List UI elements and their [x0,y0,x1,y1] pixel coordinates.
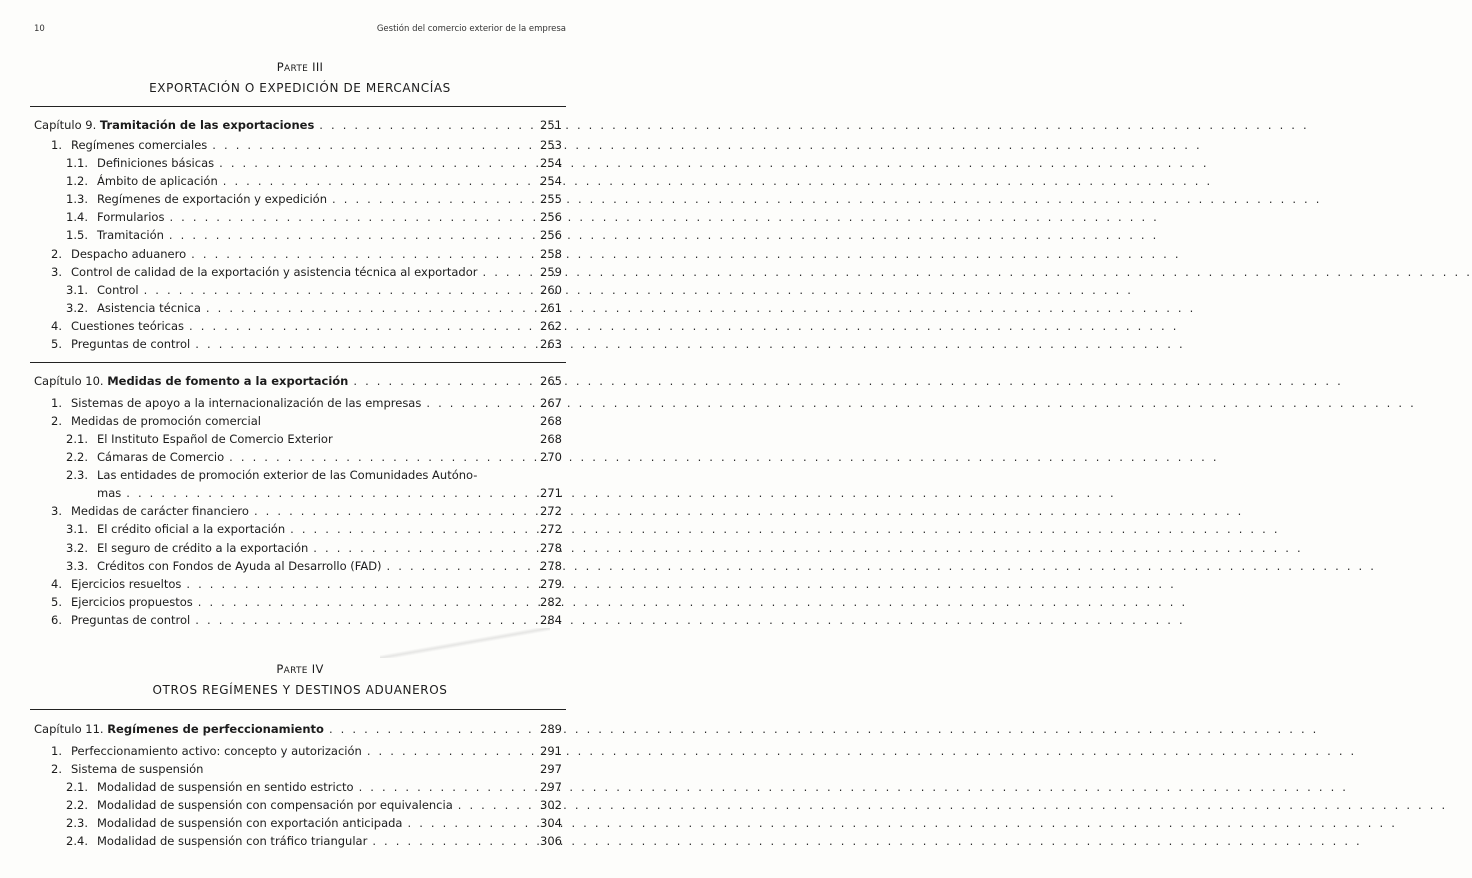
running-title: Gestión del comercio exterior de la empresa [376,24,566,34]
toc-entry[interactable]: 1. Perfeccionamiento activo: concepto y autorización . . . 291 [48,742,562,760]
leader-dots [348,372,536,390]
toc-entry[interactable]: 1.1. Definiciones básicas . . . 254 [62,154,562,172]
part-iii-header [0,60,600,96]
toc-entry[interactable]: 5. Ejercicios propuestos . . . 282 [48,593,562,611]
toc-entry[interactable]: 1.2. Ámbito de aplicación . . . 254 [62,172,562,190]
page-ref: 265 [540,374,562,388]
page-ref: 289 [540,722,562,736]
section-rule [30,106,566,107]
toc-entry[interactable]: 2. Sistema de suspensión 297 [51,762,562,776]
toc-chapter-9[interactable]: Capítulo 9. Tramitación de las exportaciones . . . 251 [34,116,562,134]
toc-entry[interactable]: 5. Preguntas de control . . . 263 [48,335,562,353]
part-label: PARTE III [276,60,324,74]
page-ref: 251 [540,118,562,132]
toc-entry[interactable]: 2.1. Modalidad de suspensión en sentido estricto . . . 297 [62,778,562,796]
toc-entry[interactable]: 1.4. Formularios . . . 256 [62,208,562,226]
toc-entry[interactable]: 1.5. Tramitación . . . 256 [62,226,562,244]
leader-dots [324,720,536,738]
section-rule [30,709,566,710]
toc-entry[interactable]: 4. Cuestiones teóricas . . . 262 [48,317,562,335]
toc-entry[interactable]: 2.1. El Instituto Español de Comercio Exterior 268 [66,432,562,446]
toc-entry[interactable]: 2.3. Las entidades de promoción exterior de las Comunidades Autóno- [66,468,478,482]
toc-entry[interactable]: 3. Medidas de carácter financiero . . . 272 [48,502,562,520]
toc-entry-continuation[interactable]: mas . . . 271 [62,484,562,502]
toc-entry[interactable]: 1.3. Regímenes de exportación y expedición . . . 255 [62,190,562,208]
toc-entry[interactable]: 2.2. Modalidad de suspensión con compensación por equivalencia . . . 302 [62,796,562,814]
part-iv-header [0,662,600,698]
toc-entry[interactable]: 3.1. El crédito oficial a la exportación . . . 272 [62,520,562,538]
toc-entry[interactable]: 3.2. El seguro de crédito a la exportación . . . 278 [62,539,562,557]
toc-entry[interactable]: 1. Sistemas de apoyo a la internacionalización de las empresas . . . 267 [48,394,562,412]
toc-entry[interactable]: 2.4. Modalidad de suspensión con tráfico triangular . . . 306 [62,832,562,850]
toc-entry[interactable]: 3.2. Asistencia técnica . . . 261 [62,299,562,317]
toc-entry[interactable]: 2. Medidas de promoción comercial 268 [51,414,562,428]
section-rule [30,362,566,363]
running-header [0,24,600,38]
toc-chapter-10[interactable]: Capítulo 10. Medidas de fomento a la exportación . . . 265 [34,372,562,390]
scan-smudge [380,628,550,658]
toc-entry[interactable]: 4. Ejercicios resueltos . . . 279 [48,575,562,593]
toc-entry[interactable]: 6. Preguntas de control . . . 284 [48,611,562,629]
toc-chapter-11[interactable]: Capítulo 11. Regímenes de perfeccionamiento . . . 289 [34,720,562,738]
part-heading: EXPORTACIÓN O EXPEDICIÓN DE MERCANCÍAS [149,81,451,95]
toc-entry[interactable]: 2. Despacho aduanero . . . 258 [48,245,562,263]
leader-dots [314,116,536,134]
toc-entry[interactable]: 3.1. Control . . . 260 [62,281,562,299]
page-number: 10 [34,24,45,34]
toc-entry[interactable]: 3. Control de calidad de la exportación y asistencia técnica al exportador . . . 259 [48,263,562,281]
toc-entry[interactable]: 2.2. Cámaras de Comercio . . . 270 [62,448,562,466]
toc-entry[interactable]: 3.3. Créditos con Fondos de Ayuda al Desarrollo (FAD) . . . 278 [62,557,562,575]
part-heading: OTROS REGÍMENES Y DESTINOS ADUANEROS [152,683,448,697]
part-label: PARTE IV [276,662,324,676]
toc-entry[interactable]: 2.3. Modalidad de suspensión con exportación anticipada . . . 304 [62,814,562,832]
toc-entry[interactable]: 1. Regímenes comerciales . . . 253 [48,136,562,154]
